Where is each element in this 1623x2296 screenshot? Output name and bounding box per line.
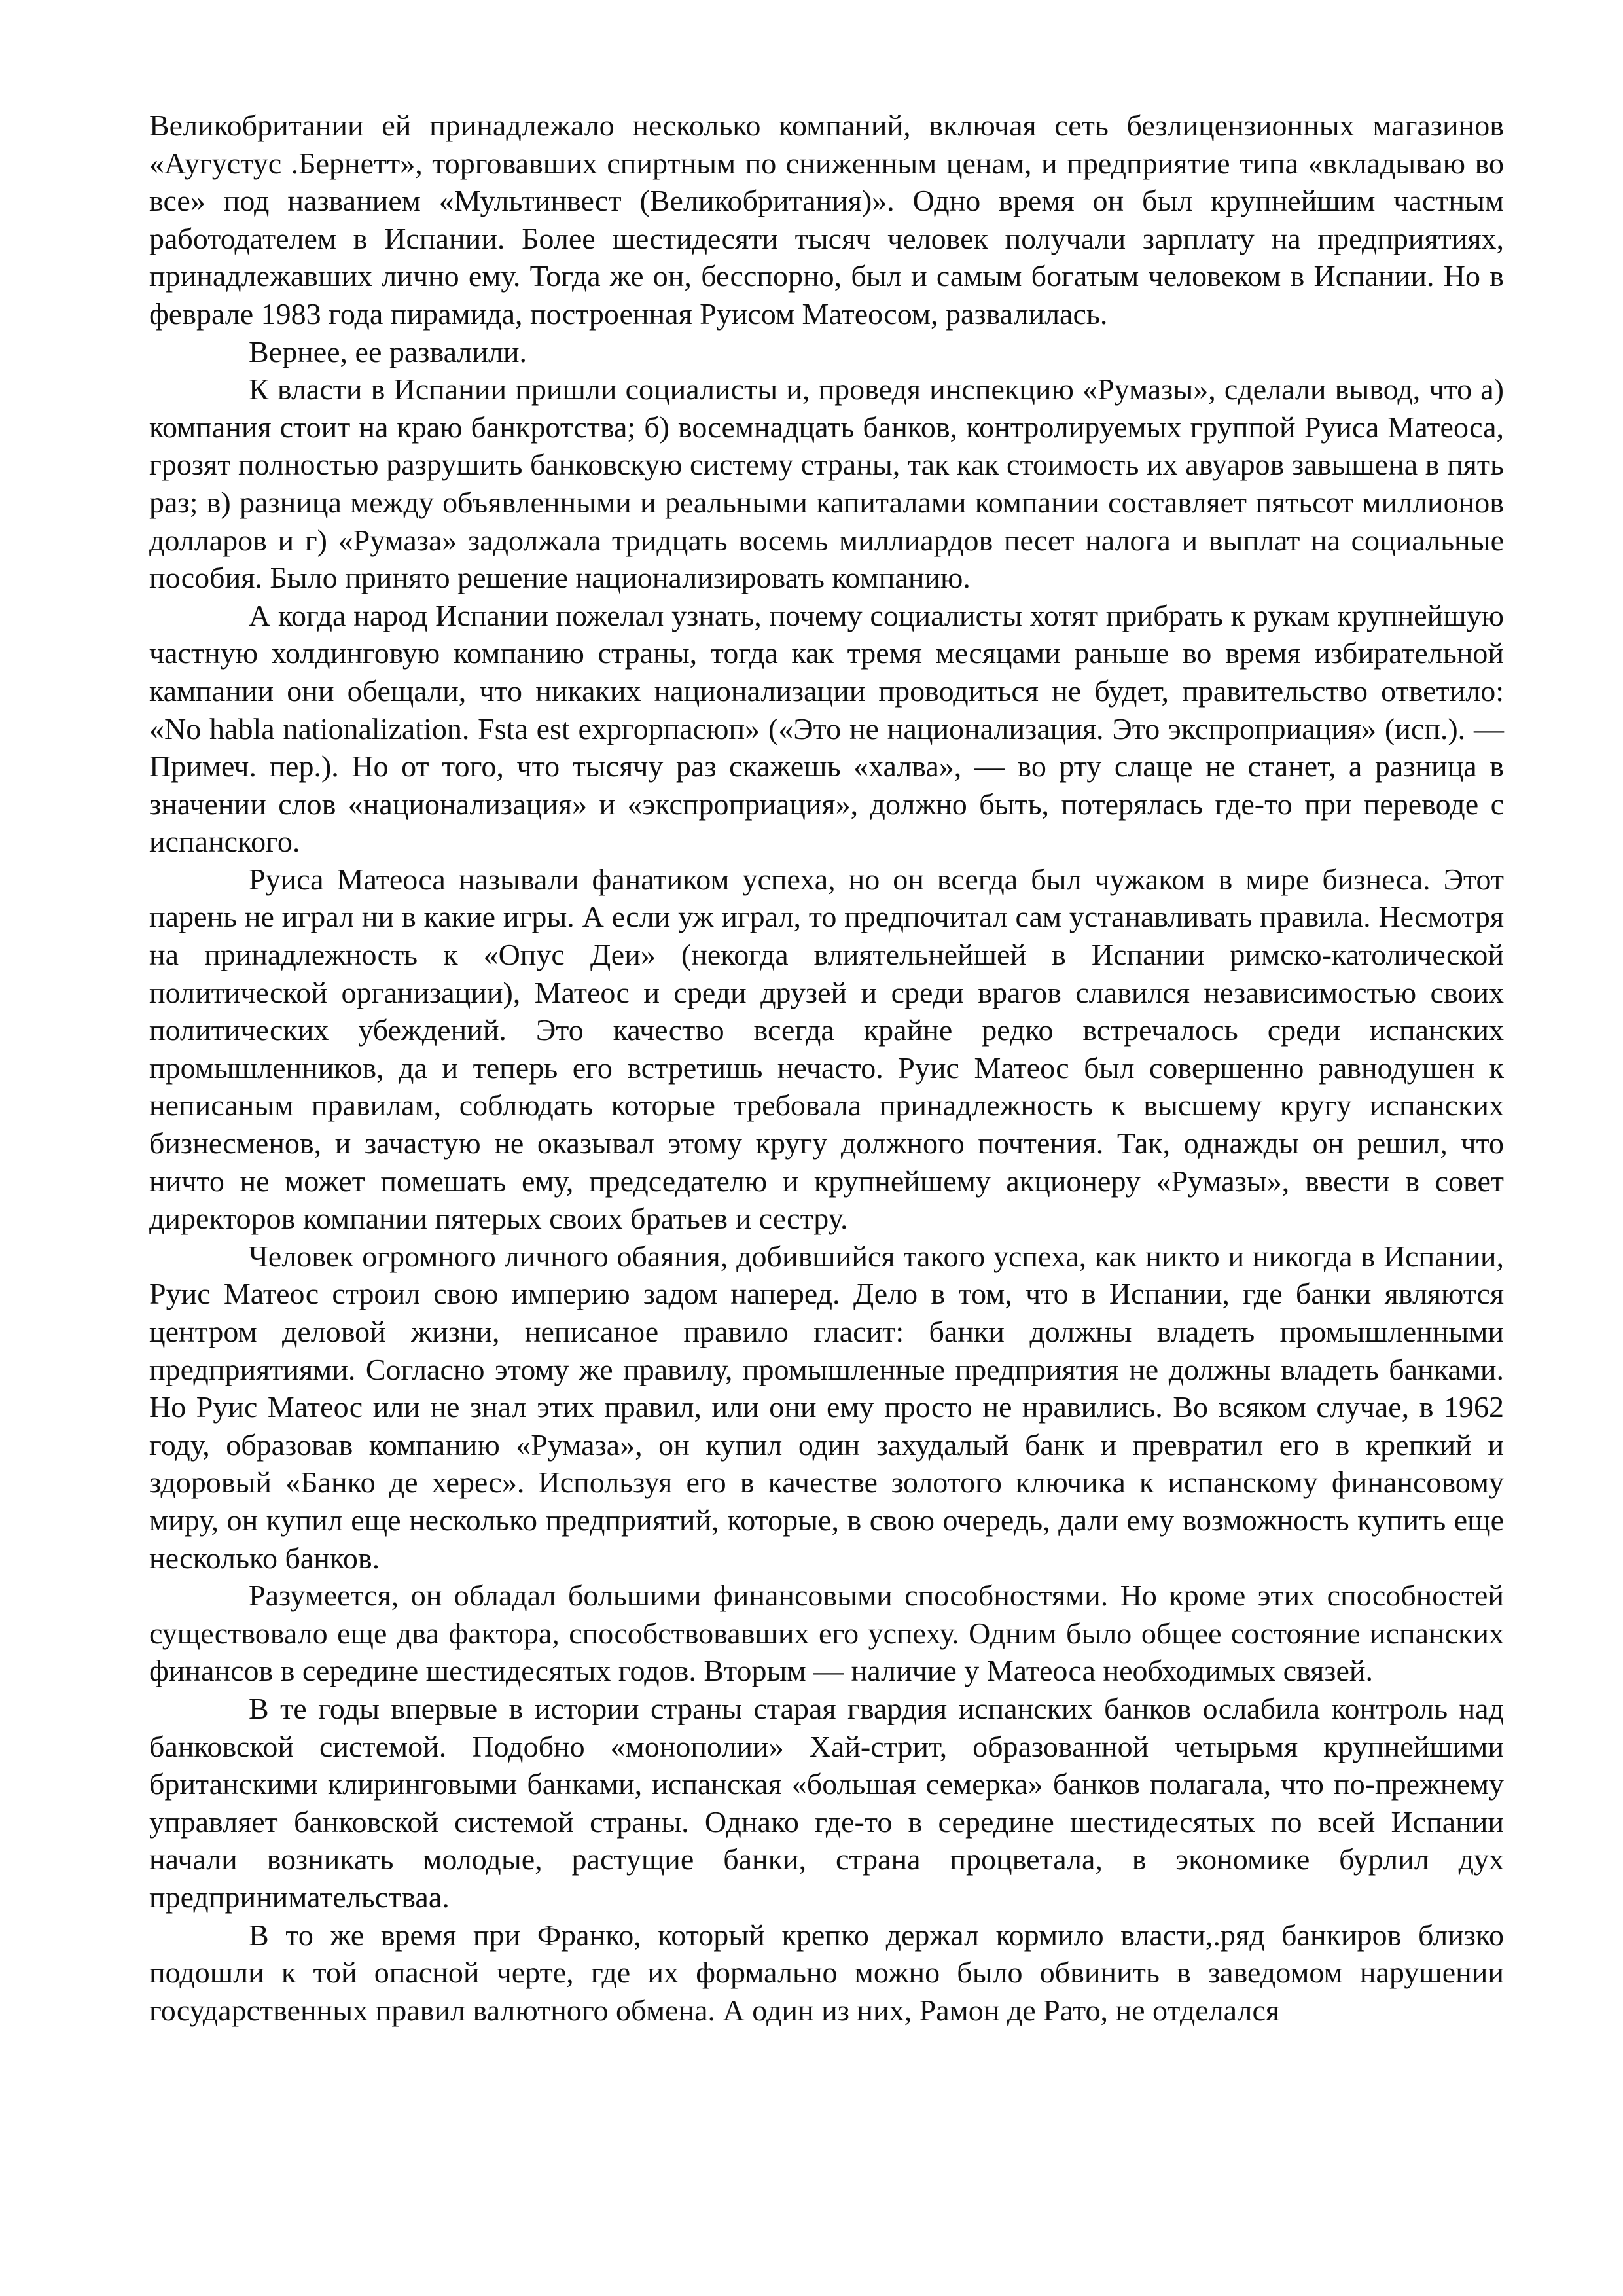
paragraph-9: В то же время при Франко, который крепко держал кормило власти,.ряд банкиров близко подошли к той опасной черте, где их формально можно было обвинить в заведомом нарушении государственных правил валютного обмена. А один из них, Рамон де Рато, не отделался: [149, 1918, 1504, 2027]
paragraph-5: Руиса Матеоса называли фанатиком успеха, но он всегда был чужаком в мире бизнеса. Этот парень не играл ни в какие игры. А если уж играл, то предпочитал сам устанавливать правила. Несмотря на принадлежность к «Опус Деи» (некогда влиятельнейшей в Испании римско-католической политической организации), Матеос и среди друзей и среди врагов славился независимостью своих политических убеждений. Это качество всегда крайне редко встречалось среди испанских промышленников, да и теперь его встретишь нечасто. Руис Матеос был совершенно равнодушен к неписаным правилам, соблюдать которые требовала принадлежность к высшему кругу испанских бизнесменов, и зачастую не оказывал этому кругу должного почтения. Так, однажды он решил, что ничто не может помешать ему, председателю и крупнейшему акционеру «Румазы», ввести в совет директоров компании пятерых своих братьев и сестру.: [149, 862, 1504, 1236]
paragraph-4: А когда народ Испании пожелал узнать, почему социалисты хотят прибрать к рукам крупнейшую частную холдинговую компанию страны, тогда как тремя месяцами раньше во время избирательной кампании они обещали, что никаких национализации проводиться не будет, правительство ответило: «No habla nationalization. Fsta est exргорпасюп» («Это не национализация. Это экспроприация» (исп.). — Примеч. пер.). Но от того, что тысячу раз скажешь «халва», — во рту слаще не станет, а разница в значении слов «национализация» и «экспроприация», должно быть, потерялась где-то при переводе с испанского.: [149, 598, 1504, 859]
paragraph-2: Вернее, ее развалили.: [249, 334, 527, 368]
paragraph-6: Человек огромного личного обаяния, добившийся такого успеха, как никто и никогда в Испании, Руис Матеос строил свою империю задом наперед. Дело в том, что в Испании, где банки являются центром деловой жизни, неписаное правило гласит: банки должны владеть промышленными предприятиями. Согласно этому же правилу, промышленные предприятия не должны владеть банками. Но Руис Матеос или не знал этих правил, или они ему просто не нравились. Во всяком случае, в 1962 году, образовав компанию «Румаза», он купил один захудалый банк и превратил его в крепкий и здоровый «Банко де херес». Используя его в качестве золотого ключика к испанскому финансовому миру, он купил еще несколько предприятий, которые, в свою очередь, дали ему возможность купить еще несколько банков.: [149, 1239, 1504, 1575]
paragraph-7: Разумеется, он обладал большими финансовыми способностями. Но кроме этих способностей существовало еще два фактора, способствовавших его успеху. Одним было общее состояние испанских финансов в середине шестидесятых годов. Вторым — наличие у Матеоса необходимых связей.: [149, 1579, 1504, 1688]
paragraph-3: К власти в Испании пришли социалисты и, проведя инспекцию «Румазы», сделали вывод, что а) компания стоит на краю банкротства; б) восемнадцать банков, контролируемых группой Руиса Матеоса, грозят полностью разрушить банковскую систему страны, так как стоимость их авуаров завышена в пять раз; в) разница между объявленными и реальными капиталами компании составляет пятьсот миллионов долларов и г) «Румаза» задолжала тридцать восемь миллиардов песет налога и выплат на социальные пособия. Было принято решение национализировать компанию.: [149, 372, 1504, 595]
paragraph-8: В те годы впервые в истории страны старая гвардия испанских банков ослабила контроль над банковской системой. Подобно «монополии» Хай-стрит, образованной четырьмя крупнейшими британскими клиринговыми банками, испанская «большая семерка» банков полагала, что по-прежнему управляет банковской системой страны. Однако где-то в середине шестидесятых по всей Испании начали возникать молодые, растущие банки, страна процветала, в экономике бурлил дух предпринимательстваа.: [149, 1691, 1504, 1914]
document-page: [149, 107, 1504, 2029]
paragraph-1: Великобритании ей принадлежало несколько компаний, включая сеть безлицензионных магазинов «Аугустус .Бернетт», торговавших спиртным по сниженным ценам, и предприятие типа «вкладываю во все» под названием «Мультинвест (Великобритания)». Одно время он был крупнейшим частным работодателем в Испании. Более шестидесяти тысяч человек получали зарплату на предприятиях, принадлежавших лично ему. Тогда же он, бесспорно, был и самым богатым человеком в Испании. Но в феврале 1983 года пирамида, построенная Руисом Матеосом, развалилась.: [149, 109, 1504, 331]
